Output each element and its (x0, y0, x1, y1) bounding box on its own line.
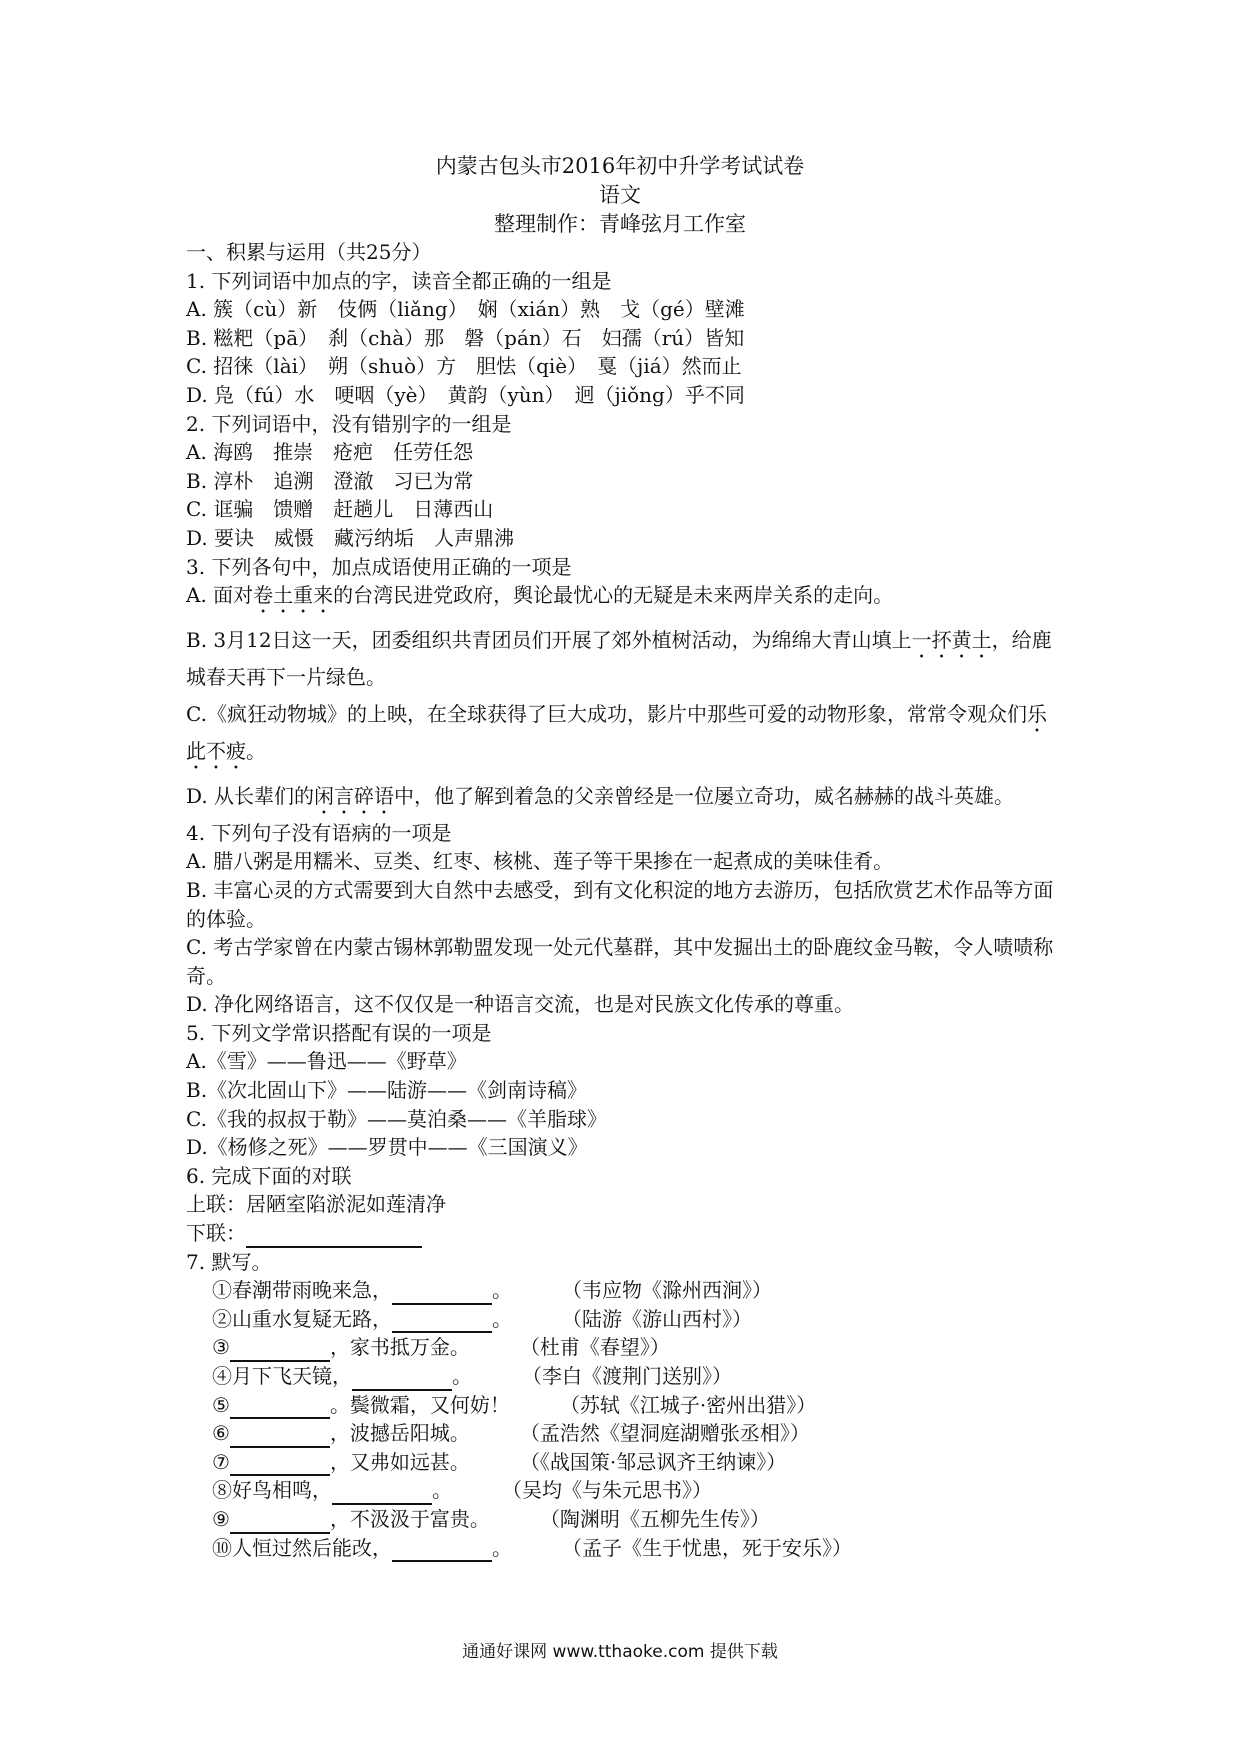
question-3-stem: 3. 下列各句中，加点成语使用正确的一项是 (186, 554, 572, 579)
producer-line: 整理制作：青峰弦月工作室 (494, 212, 746, 236)
dictation-prompt: ⑧好鸟相鸣， (212, 1478, 332, 1503)
question-3-option-b (186, 626, 1054, 692)
option-text: B. 3月12日这一天，团委组织共青团员们开展了郊外植树活动，为绵绵大青山填上 (186, 628, 912, 653)
dictation-prompt: ①春潮带雨晚来急， (212, 1278, 392, 1303)
answer-blank[interactable] (246, 1226, 422, 1248)
dictation-prompt: ⑨ (212, 1506, 230, 1531)
dictation-continuation: 。 (432, 1478, 452, 1503)
option-text: 中，他了解到着急的父亲曾经是一位屡立奇功，威名赫赫的战斗英雄。 (394, 783, 1015, 808)
dictation-source: （杜甫《春望》） (519, 1335, 670, 1360)
dictation-continuation: 。 (492, 1278, 512, 1303)
question-5-option-b: B.《次北固山下》——陆游——《剑南诗稿》 (186, 1078, 588, 1103)
dictation-prompt: ⑥ (212, 1421, 230, 1446)
exam-body (186, 238, 1054, 1562)
dictation-source: （陆游《游山西村》） (562, 1306, 752, 1331)
answer-blank[interactable] (352, 1369, 452, 1391)
option-text: A. 面对 (186, 583, 254, 608)
dictation-source: （吴均《与朱元思书》） (502, 1478, 712, 1503)
dictation-item (186, 1391, 1054, 1420)
answer-blank[interactable] (332, 1483, 432, 1505)
dictation-prompt: ⑦ (212, 1449, 230, 1474)
question-1-stem: 1. 下列词语中加点的字，读音全都正确的一组是 (186, 268, 612, 293)
section-title: 一、积累与运用（共25分） (186, 240, 432, 264)
answer-blank[interactable] (392, 1283, 492, 1305)
option-text: D. 从长辈们的 (186, 783, 315, 808)
dictation-source: （苏轼《江城子·密州出猎》） (559, 1392, 817, 1417)
option-text: 。 (246, 738, 266, 763)
dotted-idiom: 卷土重来 (253, 583, 334, 608)
question-5-option-c: C.《我的叔叔于勒》——莫泊桑——《羊脂球》 (186, 1106, 607, 1131)
dictation-item (186, 1333, 1054, 1362)
dictation-prompt: ②山重水复疑无路， (212, 1306, 392, 1331)
question-5-option-d: D.《杨修之死》——罗贯中——《三国演义》 (186, 1135, 588, 1160)
question-7-stem: 7. 默写。 (186, 1249, 272, 1274)
couplet-lower (186, 1219, 1054, 1248)
question-1-option-c: C. 招徕（lài） 朔（shuò）方 胆怯（qiè） 戛（jiá）然而止 (186, 354, 742, 379)
dictation-continuation: 。 (492, 1306, 512, 1331)
question-1-option-a: A. 簇（cù）新 伎俩（liǎng） 娴（xián）熟 戈（gé）壁滩 (186, 297, 745, 322)
dictation-item (186, 1505, 1054, 1534)
question-1-option-d: D. 凫（fú）水 哽咽（yè） 黄韵（yùn） 迥（jiǒng）乎不同 (186, 382, 745, 407)
question-1-option-b: B. 糍粑（pā） 刹（chà）那 磐（pán）石 妇孺（rú）皆知 (186, 325, 745, 350)
answer-blank[interactable] (230, 1340, 330, 1362)
question-4-option-c: C. 考古学家曾在内蒙古锡林郭勒盟发现一处元代墓群，其中发掘出土的卧鹿纹金马鞍，令人啧啧称奇。 (186, 935, 1054, 988)
dictation-source: （陶渊明《五柳先生传》） (539, 1506, 770, 1531)
question-3-option-a (186, 581, 1054, 618)
dictation-continuation: ，又弗如远甚。 (329, 1449, 470, 1474)
question-4-stem: 4. 下列句子没有语病的一项是 (186, 820, 452, 845)
question-2-option-b: B. 淳朴 追溯 澄澈 习已为常 (186, 468, 474, 493)
dictation-prompt: ⑤ (212, 1392, 230, 1417)
dictation-continuation: 。 (492, 1535, 512, 1560)
question-4-option-d: D. 净化网络语言，这不仅仅是一种语言交流，也是对民族文化传承的尊重。 (186, 992, 855, 1017)
question-2-option-a: A. 海鸥 推崇 疮疤 任劳任怨 (186, 440, 474, 465)
question-5-stem: 5. 下列文学常识搭配有误的一项是 (186, 1020, 492, 1045)
dictation-continuation: ，不汲汲于富贵。 (329, 1506, 490, 1531)
option-text: ，给鹿城春天再下一片绿色。 (186, 628, 1052, 690)
answer-blank[interactable] (230, 1397, 330, 1419)
couplet-upper: 上联：居陋室陷淤泥如莲清净 (186, 1192, 446, 1217)
option-text: 的台湾民进党政府，舆论最忧心的无疑是未来两岸关系的走向。 (333, 583, 894, 608)
question-2-option-d: D. 要诀 威慑 藏污纳垢 人声鼎沸 (186, 525, 515, 550)
question-2-option-c: C. 诓骗 馈赠 赶趟儿 日薄西山 (186, 497, 494, 522)
dictation-item (186, 1534, 1054, 1563)
dictation-source: （李白《渡荆门送别》） (522, 1364, 732, 1388)
couplet-lower-label: 下联： (186, 1221, 246, 1246)
option-text: C.《疯狂动物城》的上映，在全球获得了巨大成功，影片中那些可爱的动物形象，常常令观众们 (186, 701, 1027, 726)
dictation-prompt: ③ (212, 1335, 230, 1360)
dictation-source: （韦应物《滁州西涧》） (562, 1278, 772, 1303)
answer-blank[interactable] (392, 1540, 492, 1562)
dictation-item (186, 1276, 1054, 1305)
dictation-item (186, 1448, 1054, 1477)
dictation-continuation: 。鬓微霜，又何妨！ (329, 1392, 510, 1417)
question-5-option-a: A.《雪》——鲁迅——《野草》 (186, 1049, 467, 1074)
question-3-option-c (186, 700, 1054, 774)
question-4-option-a: A. 腊八粥是用糯米、豆类、红枣、核桃、莲子等干果掺在一起煮成的美味佳肴。 (186, 849, 894, 874)
answer-blank[interactable] (392, 1311, 492, 1333)
dictation-source: （《战国策·邹忌讽齐王纳谏》） (519, 1449, 787, 1474)
dictation-item (186, 1419, 1054, 1448)
exam-title: 内蒙古包头市2016年初中升学考试试卷 (435, 154, 805, 178)
dictation-source: （孟浩然《望洞庭湖赠张丞相》） (519, 1421, 810, 1446)
dotted-idiom: 闲言碎语 (314, 783, 395, 808)
dictation-continuation: 。 (452, 1364, 472, 1388)
subject-title: 语文 (599, 183, 641, 207)
dictation-prompt: ⑩人恒过然后能改， (212, 1535, 392, 1560)
dictation-item (186, 1305, 1054, 1334)
dotted-idiom: 乐此不疲 (186, 701, 1047, 763)
dictation-item (186, 1476, 1054, 1505)
dictation-prompt: ④月下飞天镜， (212, 1364, 352, 1388)
question-3-option-d (186, 782, 1054, 819)
footer-download-note: 通通好课网 www.tthaoke.com 提供下载 (462, 1642, 778, 1662)
dictation-list (186, 1276, 1054, 1562)
question-4-option-b: B. 丰富心灵的方式需要到大自然中去感受，到有文化积淀的地方去游历，包括欣赏艺术作品等方面的体验。 (186, 877, 1054, 931)
question-2-stem: 2. 下列词语中，没有错别字的一组是 (186, 411, 512, 436)
answer-blank[interactable] (230, 1426, 330, 1448)
dictation-source: （孟子《生于忧患，死于安乐》） (562, 1535, 852, 1560)
dictation-continuation: ，家书抵万金。 (329, 1335, 470, 1360)
dotted-idiom: 一抔黄土 (911, 628, 992, 653)
answer-blank[interactable] (230, 1454, 330, 1476)
question-6-stem: 6. 完成下面的对联 (186, 1163, 352, 1188)
answer-blank[interactable] (230, 1512, 330, 1534)
dictation-item (186, 1362, 1054, 1391)
dictation-continuation: ，波撼岳阳城。 (329, 1421, 470, 1446)
